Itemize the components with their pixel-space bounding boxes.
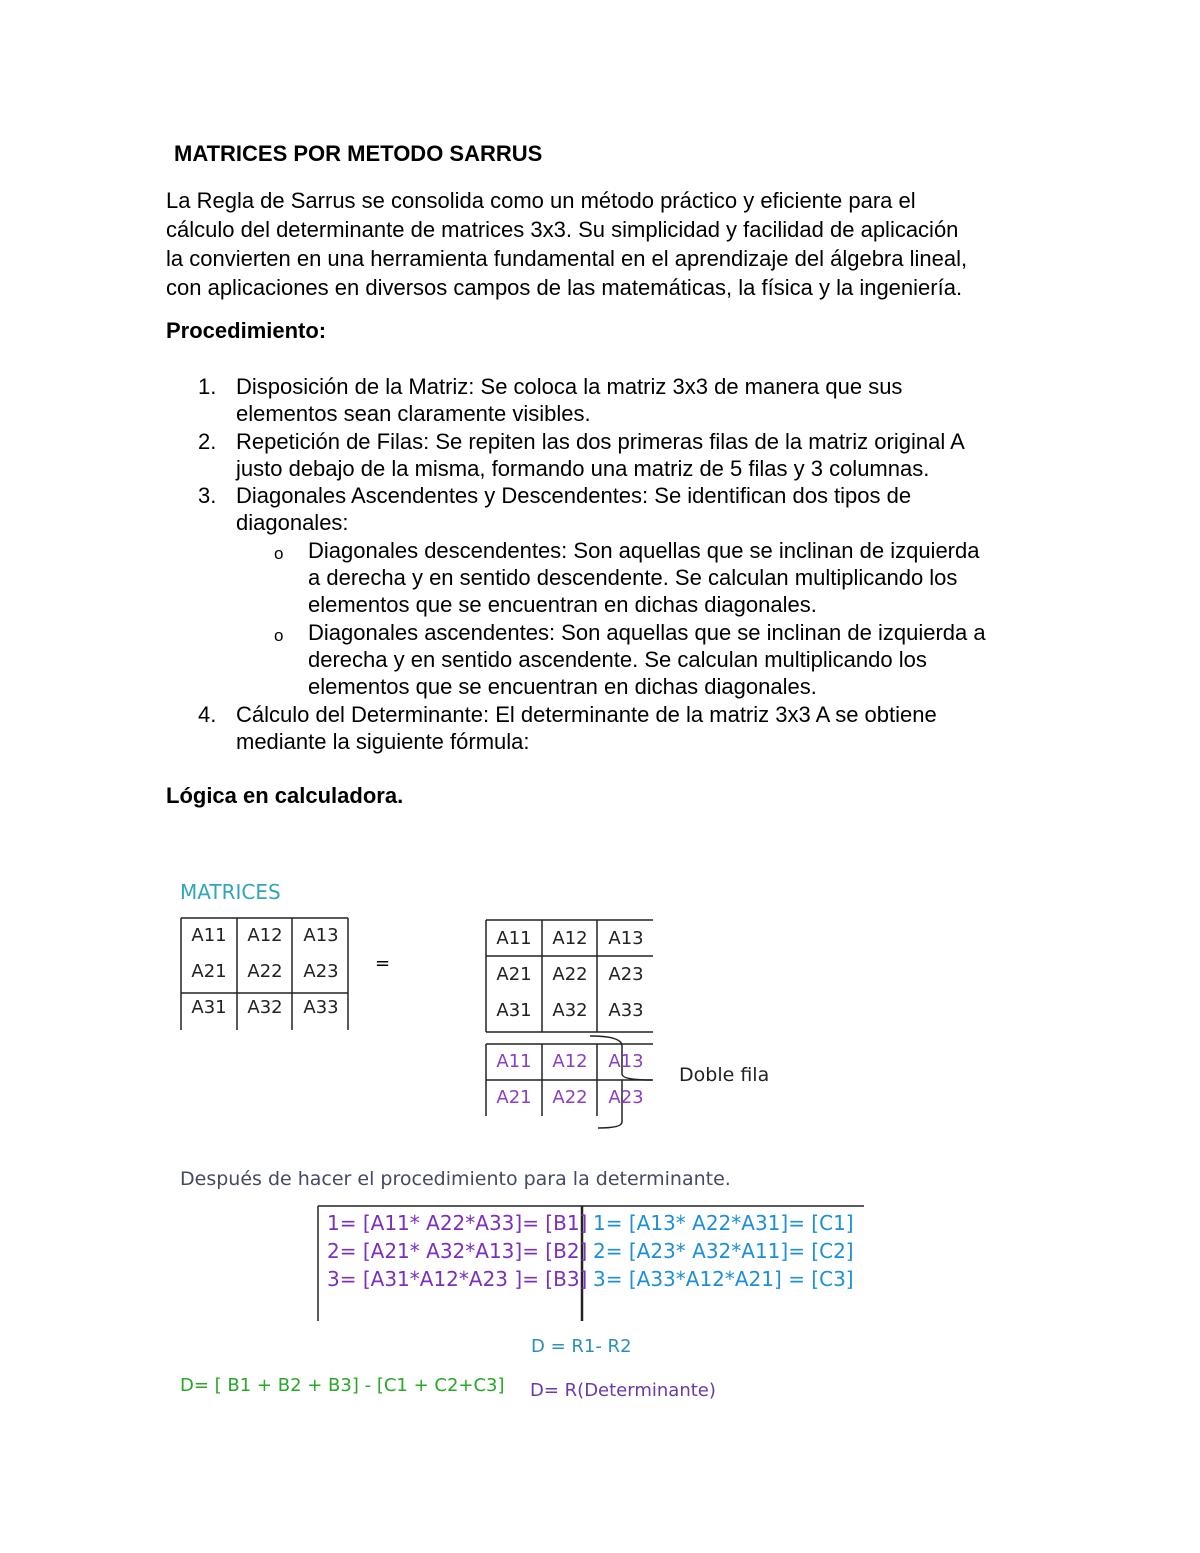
sub-text: derecha y en sentido ascendente. Se calculan multiplicando los	[308, 646, 927, 672]
matrix-cell: A22	[552, 1086, 588, 1108]
matrix-cell: A21	[496, 1086, 532, 1108]
matrix-cell: A11	[191, 924, 227, 946]
formula-main: D= [ B1 + B2 + B3] - [C1 + C2+C3]	[180, 1375, 505, 1396]
matrix-cell: A23	[303, 960, 339, 982]
step-text: Cálculo del Determinante: El determinante de la matriz 3x3 A se obtiene	[236, 701, 937, 727]
intro-line: cálculo del determinante de matrices 3x3. Su simplicidad y facilidad de aplicación	[166, 217, 959, 242]
matrix-cell: A12	[552, 927, 588, 949]
bullet-icon: o	[274, 625, 284, 645]
matrix-cell: A11	[496, 1050, 532, 1072]
figure-title: MATRICES	[180, 880, 281, 904]
matrix-cell: A13	[608, 927, 644, 949]
matrix-cell: A32	[552, 999, 588, 1021]
left-product: 1= [A11* A22*A33]= [B1]	[327, 1211, 588, 1235]
step-text: mediante la siguiente fórmula:	[236, 728, 530, 754]
step-text: justo debajo de la misma, formando una matriz de 5 filas y 3 columnas.	[236, 455, 930, 481]
left-product: 3= [A31*A12*A23 ]= [B3]	[327, 1267, 588, 1291]
step-text: diagonales:	[236, 510, 349, 536]
sub-text: Diagonales ascendentes: Son aquellas que se inclinan de izquierda a	[308, 619, 986, 645]
matrix-cell: A21	[191, 960, 227, 982]
step-text: Repetición de Filas: Se repiten las dos primeras filas de la matriz original A	[236, 428, 965, 454]
matrix-cell: A13	[608, 1050, 644, 1072]
matrix-cell: A13	[303, 924, 339, 946]
sub-text: elementos que se encuentran en dichas diagonales.	[308, 674, 817, 700]
document-title: MATRICES POR METODO SARRUS	[174, 141, 543, 166]
right-product: 2= [A23* A32*A11]= [C2]	[593, 1239, 854, 1263]
step-text: elementos sean claramente visibles.	[236, 401, 591, 427]
matrix-right	[486, 920, 654, 1028]
right-product: 1= [A13* A22*A31]= [C1]	[593, 1211, 854, 1235]
matrix-cell: A21	[496, 963, 532, 985]
left-product: 2= [A21* A32*A13]= [B2]	[327, 1239, 588, 1263]
matrix-cell: A31	[496, 999, 532, 1021]
step-text: Disposición de la Matriz: Se coloca la matriz 3x3 de manera que sus	[236, 374, 903, 399]
right-product: 3= [A33*A12*A21] = [C3]	[593, 1267, 854, 1291]
bullet-icon: o	[274, 543, 284, 563]
sub-text: elementos que se encuentran en dichas diagonales.	[308, 592, 817, 618]
step-number: 3.	[198, 483, 217, 509]
sub-text: Diagonales descendentes: Son aquellas que se inclinan de izquierda	[308, 537, 980, 563]
sub-text: a derecha y en sentido descendente. Se calculan multiplicando los	[308, 565, 958, 591]
matrix-cell: A33	[303, 996, 339, 1018]
logic-heading: Lógica en calculadora.	[166, 783, 404, 808]
matrix-cell: A31	[191, 996, 227, 1018]
procedure-heading: Procedimiento:	[166, 318, 327, 343]
doble-fila-label: Doble fila	[679, 1064, 770, 1086]
matrix-cell: A23	[608, 1086, 644, 1108]
matrix-cell: A12	[552, 1050, 588, 1072]
intro-line: la convierten en una herramienta fundamental en el aprendizaje del álgebra lineal,	[166, 246, 968, 271]
matrix-cell: A33	[608, 999, 644, 1021]
matrix-cell: A22	[552, 963, 588, 985]
matrix-cell: A32	[247, 996, 283, 1018]
matrix-cell: A23	[608, 963, 644, 985]
after-label: Después de hacer el procedimiento para la determinante.	[180, 1168, 731, 1190]
equals-sign: =	[375, 953, 391, 974]
matrix-cell: A11	[496, 927, 532, 949]
matrix-left	[181, 917, 349, 1025]
step-text: Diagonales Ascendentes y Descendentes: Se identifican dos tipos de	[236, 483, 912, 509]
intro-line: La Regla de Sarrus se consolida como un método práctico y eficiente para el	[166, 188, 916, 213]
intro-line: con aplicaciones en diversos campos de las matemáticas, la física y la ingeniería.	[166, 275, 963, 300]
step-number: 4.	[198, 701, 217, 727]
matrix-cell: A12	[247, 924, 283, 946]
formula-d-r1-r2: D = R1- R2	[531, 1336, 632, 1357]
step-number: 1.	[198, 374, 217, 399]
matrix-cell: A22	[247, 960, 283, 982]
matrix-repeat	[486, 1043, 654, 1115]
step-number: 2.	[198, 428, 217, 454]
formula-d-determinante: D= R(Determinante)	[530, 1380, 716, 1401]
